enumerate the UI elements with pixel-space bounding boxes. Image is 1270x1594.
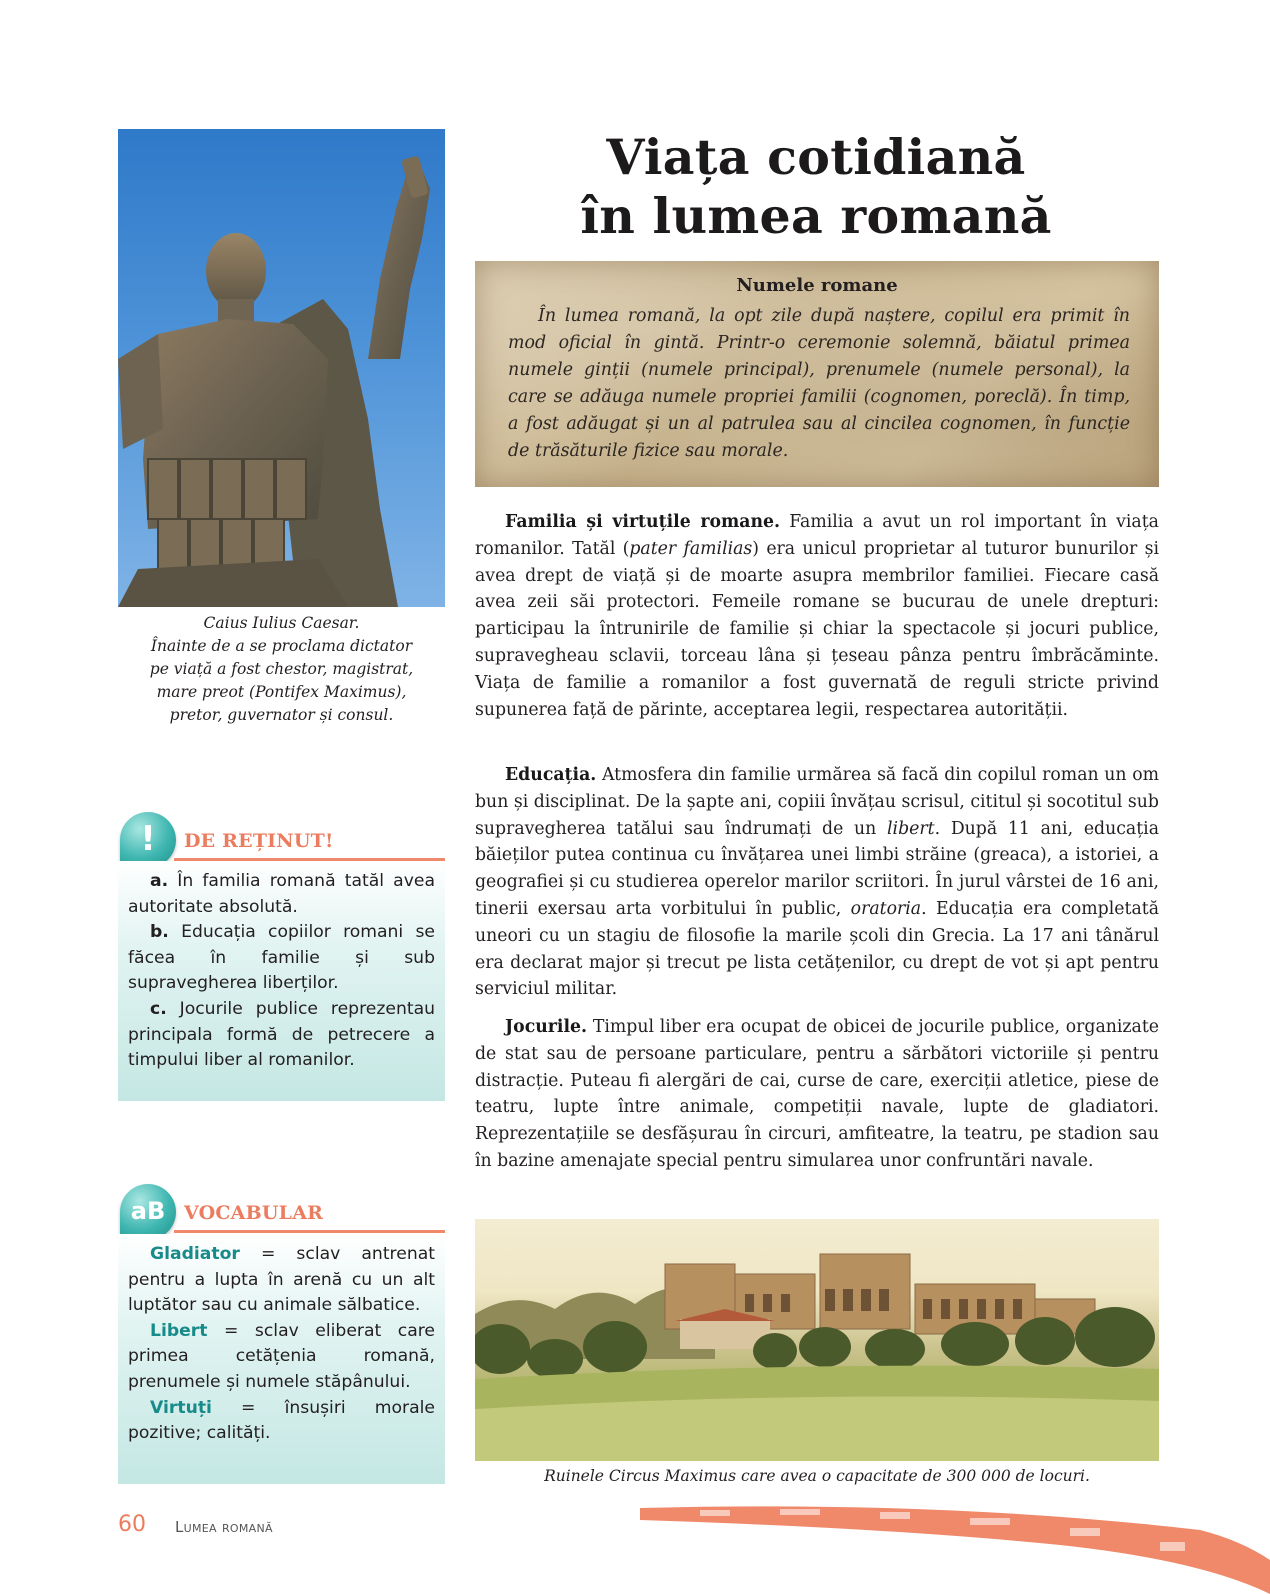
parchment-heading: Numele romane bbox=[736, 275, 898, 296]
retinut-list bbox=[118, 861, 445, 1074]
statue-caption bbox=[118, 612, 445, 727]
paragraph-familia bbox=[475, 509, 1159, 723]
retinut-title: DE REȚINUT! bbox=[184, 830, 334, 852]
footer-ornament-icon bbox=[640, 1500, 1270, 1594]
paragraph-text: . După 11 ani, educația băieților putea continua cu învățarea unei limbi străine (greaca), a istoriei, a geografiei și cu studierea operelor marilor scriitori. În jurul vârstei de 16 ani, tinerii exersau arta vorbitului în public, bbox=[475, 818, 1159, 919]
item-text: În familia romană tatăl avea autoritate absolută. bbox=[128, 871, 435, 917]
caption-line: pretor, guvernator și consul. bbox=[169, 706, 394, 724]
title-line-1: Viața cotidiană bbox=[606, 128, 1026, 186]
names-parchment-box bbox=[475, 261, 1159, 487]
vocab-term: Virtuți bbox=[150, 1397, 212, 1418]
vocab-definition: = sclav antrenat pentru a lupta în arenă cu un alt luptător sau cu animale sălbatice. bbox=[128, 1244, 435, 1316]
vocab-term: Gladiator bbox=[150, 1244, 240, 1264]
vocabular-title: VOCABULAR bbox=[184, 1202, 324, 1224]
exclamation-icon: ! bbox=[120, 812, 176, 868]
paragraph-text: Atmosfera din familie urmărea să facă din copilul roman un om bun și disciplinat. De la șapte ani, copiii învățau scrisul, cititul și socotitul sub supravegherea tatălui sau îndrumați de un bbox=[475, 765, 1159, 839]
item-label: c. bbox=[150, 998, 167, 1019]
paragraph-emphasis: libert bbox=[887, 818, 935, 839]
statue-photo bbox=[118, 129, 445, 607]
vocabular-divider bbox=[174, 1230, 445, 1233]
circus-maximus-photo bbox=[475, 1219, 1159, 1461]
page-title bbox=[476, 128, 1156, 246]
section-label: Lumea romană bbox=[175, 1518, 273, 1536]
retinut-item bbox=[128, 920, 435, 997]
caption-line: Înainte de a se proclama dictator bbox=[150, 637, 413, 655]
vocabular-item bbox=[128, 1319, 435, 1396]
item-text: Educația copiilor romani se făcea în familie și sub supravegherea liberților. bbox=[128, 922, 435, 994]
retinut-item bbox=[128, 997, 435, 1074]
vocab-definition: = sclav eliberat care primea cetățenia romană, prenumele și numele stăpânului. bbox=[128, 1320, 435, 1392]
paragraph-text: Timpul liber era ocupat de obicei de jocurile publice, organizate de stat sau de persoane particulare, pentru a sărbători victoriile și pentru distracție. Puteau fi alergări de cai, curse de care, exerciții atletice, piese de teatru, lupte între animale, competiții navale, lupte de gladiatori. Reprezentațiile se desfășurau în circuri, amfiteatre, la teatru, pe stadion sau în bazine amenajate special pentru simularea unor confruntări navale. bbox=[475, 1017, 1159, 1171]
retinut-box bbox=[118, 861, 445, 1101]
parchment-text: În lumea romană, la opt zile după naștere, copilul era primit în mod oficial în gintă. Printr-o ceremonie solemnă, băiatul primea numele ginții (numele principal), prenumele (numele personal), la care se adăuga numele propriei familii (cognomen, poreclă). În timp, a fost adăugat și un al patrulea sau al cincilea cognomen, în funcție de trăsăturile fizice sau morale. bbox=[508, 306, 1130, 461]
caption-line: Caius Iulius Caesar. bbox=[203, 614, 360, 632]
vocabular-item bbox=[128, 1396, 435, 1447]
vocabular-item bbox=[128, 1242, 435, 1319]
circus-illustration bbox=[475, 1219, 1159, 1461]
item-label: b. bbox=[150, 922, 169, 943]
paragraph-emphasis: pater familias bbox=[629, 538, 753, 559]
vocabulary-icon: aB bbox=[120, 1184, 176, 1240]
paragraph-text: . Educația era completată uneori cu un stagiu de filosofie la marile școli din Grecia. La 17 ani tânărul era declarat major și trecut pe lista cetățenilor, cu drept de vot și apt pentru serviciul militar. bbox=[475, 898, 1159, 1000]
paragraph-educatia bbox=[475, 762, 1159, 1003]
statue-illustration bbox=[118, 129, 445, 607]
vocabular-box bbox=[118, 1234, 445, 1484]
page-number: 60 bbox=[118, 1512, 146, 1537]
caption-line: mare preot (Pontifex Maximus), bbox=[156, 683, 407, 701]
paragraph-lead: Jocurile. bbox=[505, 1017, 588, 1037]
paragraph-jocurile bbox=[475, 1014, 1159, 1175]
title-line-2: în lumea romană bbox=[580, 187, 1052, 245]
paragraph-text: ) era unicul proprietar al tuturor bunurilor și avea drept de viață și de moarte asupra membrilor familiei. Fiecare casă avea zeii săi protectori. Femeile romane se bucurau de unele drepturi: participau la întrunirile de familie și chiar la spectacole și jocuri publice, supravegheau sclavii, torceau lâna și țeseau pânza pentru îmbrăcăminte. Viața de familie a romanilor a fost guvernată de reguli stricte privind supunerea față de părinte, acceptarea legii, respectarea autorității. bbox=[475, 538, 1159, 720]
paragraph-text: Familia a avut un rol important în viața romanilor. Tatăl ( bbox=[475, 512, 1159, 559]
item-label: a. bbox=[150, 871, 169, 891]
item-text: Jocurile publice reprezentau principala formă de petrecere a timpului liber al romanilor. bbox=[128, 998, 435, 1071]
paragraph-lead: Educația. bbox=[505, 765, 597, 785]
circus-caption: Ruinele Circus Maximus care avea o capacitate de 300 000 de locuri. bbox=[544, 1467, 1090, 1485]
caption-line: pe viață a fost chestor, magistrat, bbox=[149, 660, 414, 678]
vocab-definition: = însușiri morale pozitive; calități. bbox=[128, 1397, 435, 1444]
paragraph-lead: Familia și virtuțile romane. bbox=[505, 512, 781, 532]
vocab-term: Libert bbox=[150, 1320, 208, 1341]
vocabular-list bbox=[118, 1234, 445, 1447]
paragraph-emphasis: oratoria bbox=[850, 898, 922, 919]
retinut-item bbox=[128, 869, 435, 920]
vocabular-header bbox=[118, 1182, 445, 1242]
